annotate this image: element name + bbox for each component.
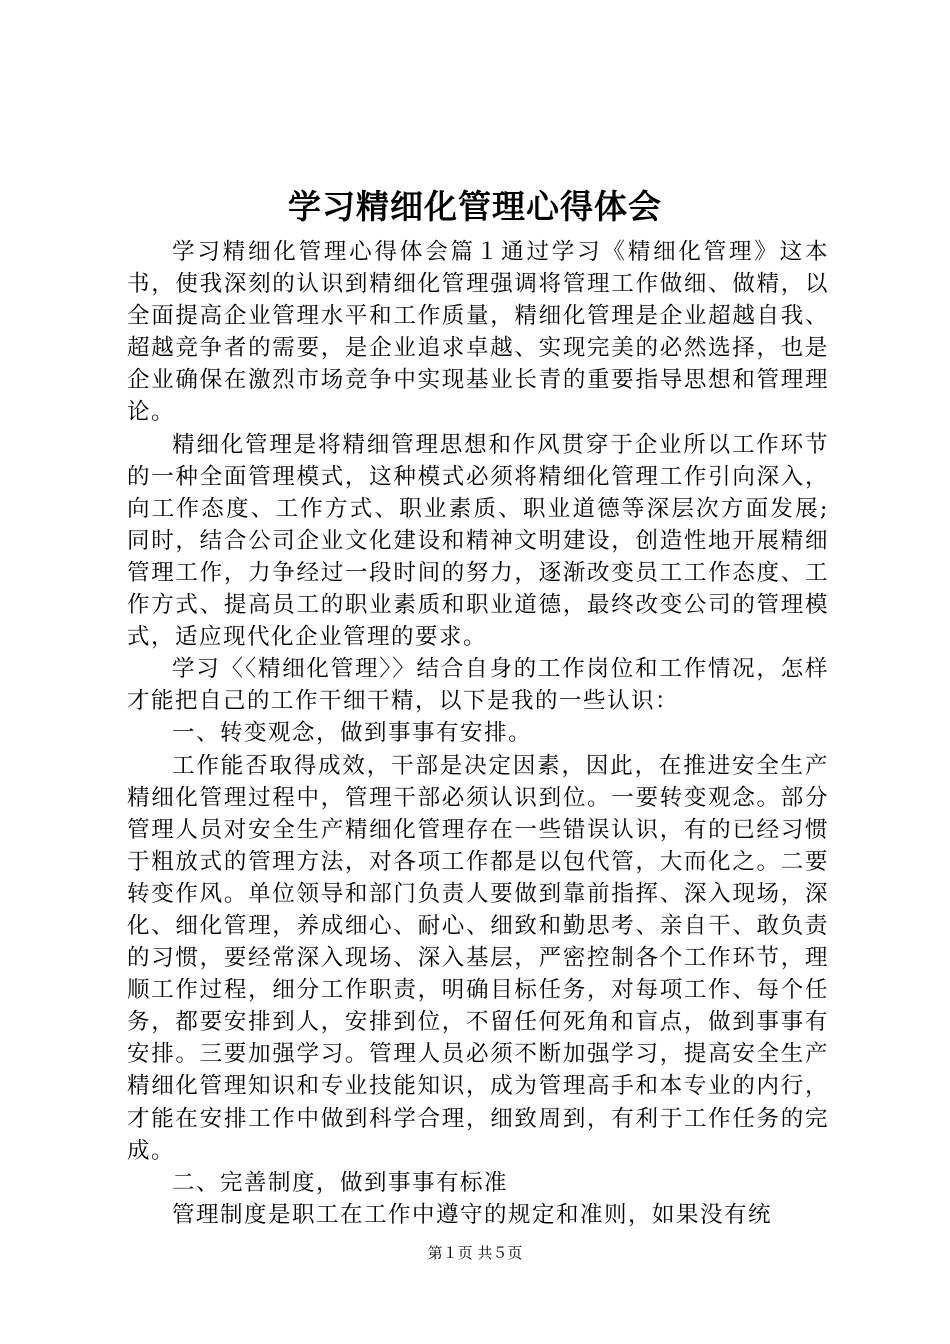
paragraph-section-1: 工作能否取得成效，干部是决定因素，因此，在推进安全生产精细化管理过程中，管理干部必须认识到位。一要转变观念。部分管理人员对安全生产精细化管理存在一些错误认识，有的已经习惯于粗放式的管理方法，对各项工作都是以包代管，大而化之。二要转变作风。单位领导和部门负责人要做到靠前指挥、深入现场，深化、细化管理，养成细心、耐心、细致和勤思考、亲自干、敢负责的习惯，要经常深入现场、深入基层，严密控制各个工作环节，理顺工作过程，细分工作职责，明确目标任务，对每项工作、每个任务，都要安排到人，安排到位，不留任何死角和盲点，做到事事有安排。三要加强学习。管理人员必须不断加强学习，提高安全生产精细化管理知识和专业技能知识，成为管理高手和本专业的内行，才能在安排工作中做到科学合理，细致周到，有利于工作任务的完成。: [127, 752, 829, 1164]
paragraph-definition: 精细化管理是将精细管理思想和作风贯穿于企业所以工作环节的一种全面管理模式，这种模式必须将精细化管理工作引向深入，向工作态度、工作方式、职业素质、职业道德等深层次方面发展;同时，结合公司企业文化建设和精神文明建设，创造性地开展精细管理工作，力争经过一段时间的努力，逐渐改变员工工作态度、工作方式、提高员工的职业素质和职业道德，最终改变公司的管理模式，适应现代化企业管理的要求。: [127, 431, 829, 651]
document-body: [127, 236, 829, 1231]
page-number-footer: 第１页 共５页: [427, 1244, 523, 1262]
document-title: 学习精细化管理心得体会: [288, 187, 662, 226]
section-heading-1: 一、转变观念，做到事事有安排。: [172, 720, 533, 747]
paragraph-section-2: 管理制度是职工在工作中遵守的规定和准则，如果没有统: [172, 1201, 773, 1228]
paragraph-intro: 学习精细化管理心得体会篇１通过学习《精细化管理》这本书，使我深刻的认识到精细化管理强调将管理工作做细、做精，以全面提高企业管理水平和工作质量，精细化管理是企业超越自我、超越竞争者的需要，是企业追求卓越、实现完美的必然选择，也是企业确保在激烈市场竞争中实现基业长青的重要指导思想和管理理论。: [127, 239, 829, 426]
paragraph-reflection: 学习〈〈精细化管理〉〉结合自身的工作岗位和工作情况，怎样才能把自己的工作干细干精，以下是我的一些认识：: [127, 656, 829, 715]
section-heading-2: 二、完善制度，做到事事有标准: [172, 1169, 509, 1196]
